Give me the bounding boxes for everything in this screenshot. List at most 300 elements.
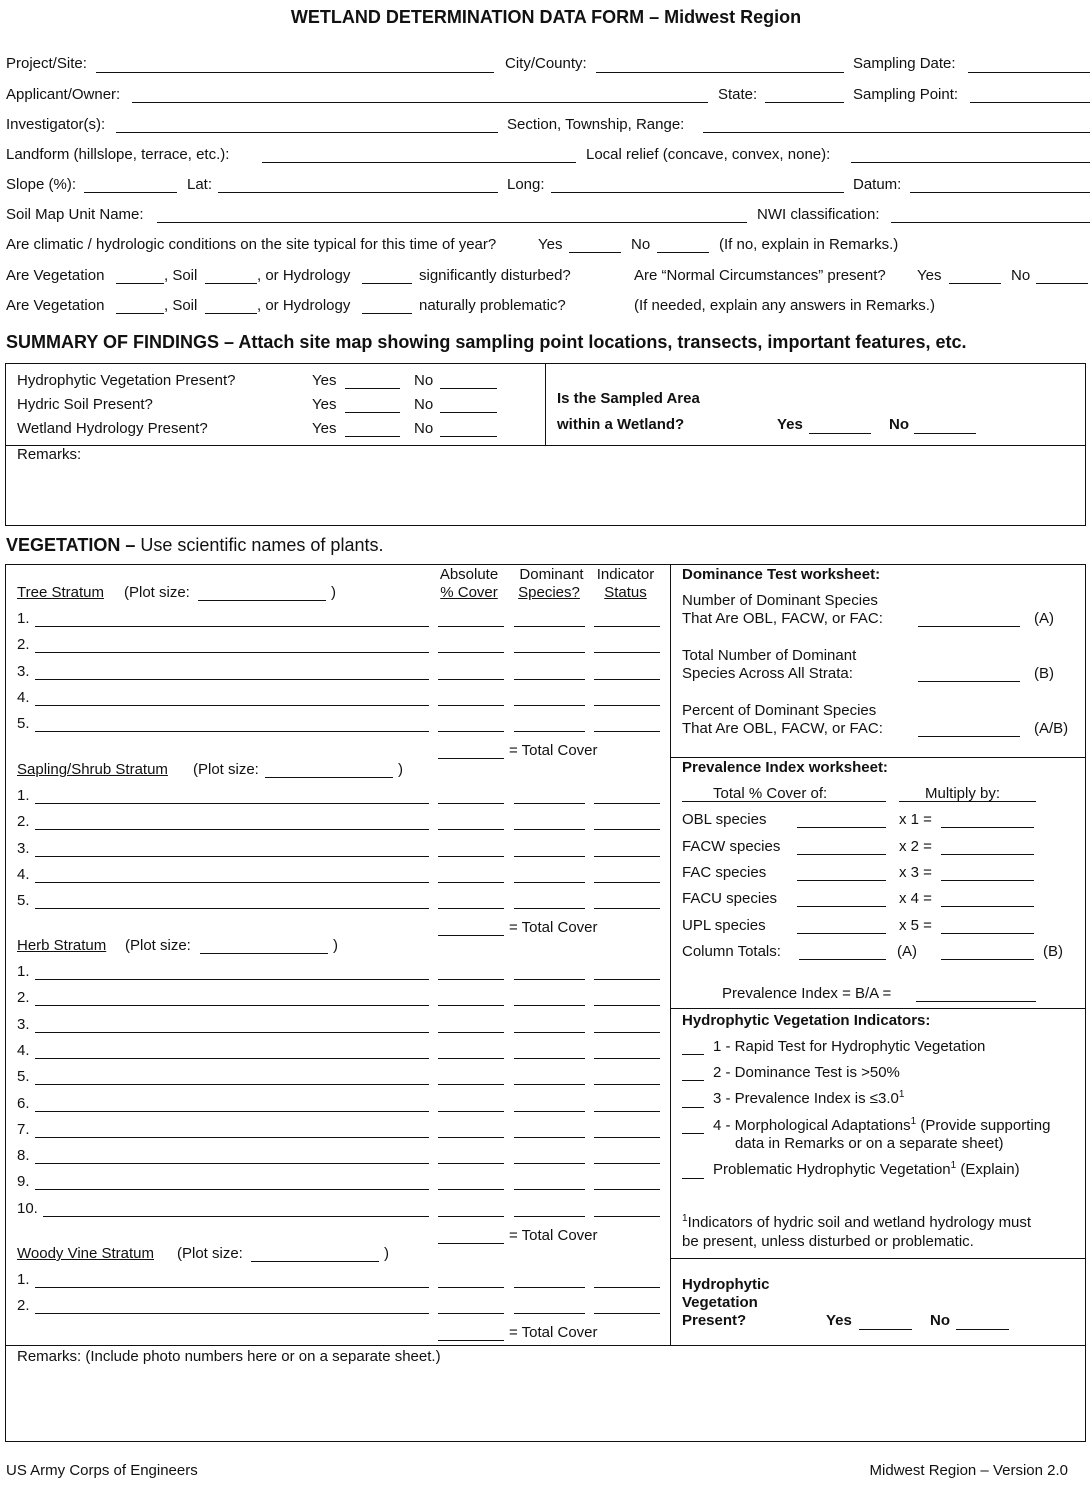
herb-dominant-field[interactable] — [514, 1058, 585, 1059]
indicator-4-label-line2: data in Remarks or on a separate sheet) — [735, 1135, 1004, 1152]
normal-yes-field[interactable] — [949, 283, 1001, 284]
summary-hydrology-label: Wetland Hydrology Present? — [17, 420, 208, 437]
sapling-row-number: 4. — [17, 866, 30, 883]
dominance-ab-label: (A/B) — [1034, 720, 1069, 737]
sapling-dominant-field[interactable] — [514, 803, 585, 804]
vine-total-cover-field[interactable] — [438, 1340, 504, 1341]
tree-indicator-status-field[interactable] — [594, 679, 660, 680]
sapling-dominant-field[interactable] — [514, 856, 585, 857]
problematic-hydrology-label: , or Hydrology — [257, 297, 351, 314]
footer-left: US Army Corps of Engineers — [6, 1462, 198, 1479]
herb-dominant-field[interactable] — [514, 1137, 585, 1138]
indicator-5-checkbox[interactable] — [682, 1178, 704, 1179]
sapling-indicator-status-field[interactable] — [594, 908, 660, 909]
herb-total-cover-field[interactable] — [438, 1243, 504, 1244]
city-county-label: City/County: — [505, 55, 587, 72]
sapling-indicator-status-field[interactable] — [594, 882, 660, 883]
section-township-range-field[interactable] — [703, 132, 1090, 133]
dominance-a-line2: That Are OBL, FACW, or FAC: — [682, 610, 883, 627]
prevalence-fac-cover-field[interactable] — [797, 880, 886, 881]
tree-dominant-field[interactable] — [514, 705, 585, 706]
prevalence-fac-mult: x 3 = — [899, 864, 932, 881]
disturbed-hydrology-label: , or Hydrology — [257, 267, 351, 284]
summary-soil-yes: Yes — [312, 396, 337, 413]
tree-species-field[interactable] — [35, 679, 429, 680]
summary-veg-label: Hydrophytic Vegetation Present? — [17, 372, 236, 389]
herb-dominant-field[interactable] — [514, 1163, 585, 1164]
vine-dominant-field[interactable] — [514, 1287, 585, 1288]
indicator-4-label: 4 - Morphological Adaptations — [713, 1117, 911, 1134]
tree-indicator-status-field[interactable] — [594, 652, 660, 653]
prevalence-total-b-field[interactable] — [941, 959, 1034, 960]
problematic-vegetation-field[interactable] — [116, 313, 164, 314]
tree-row-number: 3. — [17, 663, 30, 680]
indicator-5-label: Problematic Hydrophytic Vegetation — [713, 1161, 951, 1178]
local-relief-field[interactable] — [851, 162, 1090, 163]
vegetation-column-divider — [670, 564, 671, 1345]
form-title: WETLAND DETERMINATION DATA FORM – Midwest Region — [290, 7, 802, 27]
project-site-label: Project/Site: — [6, 55, 87, 72]
sapling-absolute-cover-field[interactable] — [438, 856, 504, 857]
climatic-no-field[interactable] — [657, 252, 709, 253]
tree-total-cover-label: = Total Cover — [509, 742, 598, 759]
sampling-date-field[interactable] — [968, 72, 1090, 73]
vine-row-number: 2. — [17, 1297, 30, 1314]
indicator-2-checkbox[interactable] — [682, 1080, 704, 1081]
prevalence-fac-result-field[interactable] — [941, 880, 1034, 881]
herb-row-number: 8. — [17, 1147, 30, 1164]
prevalence-facw-cover-field[interactable] — [797, 854, 886, 855]
hv-present-line1: Hydrophytic — [682, 1276, 770, 1293]
normal-no-field[interactable] — [1036, 283, 1088, 284]
normal-yes-label: Yes — [917, 267, 942, 284]
tree-absolute-cover-field[interactable] — [438, 652, 504, 653]
landform-label: Landform (hillslope, terrace, etc.): — [6, 146, 230, 163]
herb-absolute-cover-field[interactable] — [438, 1058, 504, 1059]
dominance-b-line1: Total Number of Dominant — [682, 647, 857, 664]
if-needed-note: (If needed, explain any answers in Remarks.) — [634, 297, 935, 314]
datum-label: Datum: — [853, 176, 902, 193]
herb-indicator-status-field[interactable] — [594, 1084, 660, 1085]
sampling-point-field[interactable] — [970, 102, 1090, 103]
sapling-dominant-field[interactable] — [514, 908, 585, 909]
disturbed-soil-field[interactable] — [205, 283, 257, 284]
herb-indicator-status-field[interactable] — [594, 1111, 660, 1112]
prevalence-index-label: Prevalence Index = B/A = — [722, 985, 892, 1002]
tree-stratum-name: Tree Stratum — [17, 584, 104, 601]
tree-absolute-cover-field[interactable] — [438, 679, 504, 680]
applicant-owner-field[interactable] — [132, 102, 708, 103]
herb-row-number: 10. — [17, 1200, 38, 1217]
herb-absolute-cover-field[interactable] — [438, 1216, 504, 1217]
sapling-row-number: 5. — [17, 892, 30, 909]
vine-row-number: 1. — [17, 1271, 30, 1288]
prevalence-facu-cover-field[interactable] — [797, 906, 886, 907]
tree-plot-size-close: ) — [331, 584, 336, 601]
herb-absolute-cover-field[interactable] — [438, 1005, 504, 1006]
herb-plot-size-label: (Plot size: — [125, 937, 191, 954]
prevalence-total-b-label: (B) — [1043, 943, 1063, 960]
prevalence-upl-result-field[interactable] — [941, 933, 1034, 934]
investigators-label: Investigator(s): — [6, 116, 106, 133]
vine-stratum-name: Woody Vine Stratum — [17, 1245, 155, 1262]
prevalence-multiply-by: Multiply by: — [925, 785, 1001, 802]
herb-stratum-name: Herb Stratum — [17, 937, 107, 954]
herb-plot-size-field[interactable] — [200, 953, 328, 954]
climatic-yes-label: Yes — [538, 236, 563, 253]
sapling-indicator-status-field[interactable] — [594, 829, 660, 830]
climatic-if-no: (If no, explain in Remarks.) — [719, 236, 899, 253]
dominance-ab-line1: Percent of Dominant Species — [682, 702, 877, 719]
problematic-hydrology-field[interactable] — [362, 313, 412, 314]
dominance-prevalence-divider — [670, 757, 1085, 758]
herb-absolute-cover-field[interactable] — [438, 1111, 504, 1112]
tree-row-number: 5. — [17, 715, 30, 732]
summary-remarks-divider — [5, 445, 1085, 446]
hv-present-line3: Present? — [682, 1312, 747, 1329]
sapling-indicator-status-field[interactable] — [594, 803, 660, 804]
col-absolute-line2: % Cover — [440, 584, 498, 601]
datum-field[interactable] — [910, 192, 1090, 193]
prevalence-facu-mult: x 4 = — [899, 890, 932, 907]
sapling-row-number: 2. — [17, 813, 30, 830]
tree-absolute-cover-field[interactable] — [438, 705, 504, 706]
col-indicator-line1: Indicator — [596, 566, 655, 583]
herb-dominant-field[interactable] — [514, 1005, 585, 1006]
dominance-a-field[interactable] — [918, 626, 1020, 627]
summary-hydrology-yes: Yes — [312, 420, 337, 437]
prevalence-heading: Prevalence Index worksheet: — [682, 759, 888, 776]
vegetation-heading — [6, 536, 383, 554]
prevalence-upl-label: UPL species — [682, 917, 766, 934]
indicators-footnote-line2: be present, unless disturbed or problematic. — [682, 1233, 974, 1250]
sapling-stratum-name: Sapling/Shrub Stratum — [17, 761, 168, 778]
indicators-footnote-line1: Indicators of hydric soil and wetland hydrology must — [687, 1214, 1032, 1231]
prevalence-total-cover-of: Total % Cover of: — [713, 785, 828, 802]
vine-species-field[interactable] — [35, 1313, 429, 1314]
herb-species-field[interactable] — [35, 979, 429, 980]
hv-present-yes: Yes — [826, 1312, 852, 1329]
disturbed-soil-label: , Soil — [164, 267, 198, 284]
herb-species-field[interactable] — [35, 1189, 429, 1190]
slope-label: Slope (%): — [6, 176, 77, 193]
indicators-present-divider — [670, 1258, 1085, 1259]
herb-absolute-cover-field[interactable] — [438, 1189, 504, 1190]
prevalence-obl-cover-field[interactable] — [797, 827, 886, 828]
hv-present-line2: Vegetation — [682, 1294, 758, 1311]
indicator-4-checkbox[interactable] — [682, 1133, 704, 1134]
summary-heading: SUMMARY OF FINDINGS – Attach site map showing sampling point locations, transects, important features, etc. — [6, 332, 967, 352]
prevalence-obl-label: OBL species — [682, 811, 767, 828]
indicator-1-label: 1 - Rapid Test for Hydrophytic Vegetation — [713, 1038, 986, 1055]
prevalence-obl-result-field[interactable] — [941, 827, 1034, 828]
herb-row-number: 9. — [17, 1173, 30, 1190]
summary-soil-yes-field[interactable] — [345, 412, 400, 413]
vine-total-cover-label: = Total Cover — [509, 1324, 598, 1341]
indicator-3-checkbox[interactable] — [682, 1107, 704, 1108]
sig-disturbed-label: significantly disturbed? — [419, 267, 571, 284]
prevalence-column-totals-label: Column Totals: — [682, 943, 781, 960]
dominance-a-line1: Number of Dominant Species — [682, 592, 878, 609]
disturbed-vegetation-label: Are Vegetation — [6, 267, 105, 284]
herb-indicator-status-field[interactable] — [594, 1189, 660, 1190]
sampling-date-label: Sampling Date: — [853, 55, 956, 72]
vegetation-heading-rest: Use scientific names of plants. — [135, 535, 384, 555]
summary-divider — [545, 363, 546, 445]
prevalence-indicators-divider — [670, 1008, 1085, 1009]
state-label: State: — [718, 86, 758, 103]
dominance-heading: Dominance Test worksheet: — [682, 566, 881, 583]
vine-dominant-field[interactable] — [514, 1313, 585, 1314]
herb-dominant-field[interactable] — [514, 979, 585, 980]
soil-map-unit-field[interactable] — [157, 222, 747, 223]
sapling-indicator-status-field[interactable] — [594, 856, 660, 857]
summary-hydrology-no-field[interactable] — [440, 436, 497, 437]
indicator-4-wrap — [713, 1117, 1050, 1135]
hv-present-no-field[interactable] — [956, 1329, 1009, 1330]
city-county-field[interactable] — [596, 72, 844, 73]
vegetation-remarks-label: Remarks: (Include photo numbers here or on a separate sheet.) — [17, 1348, 441, 1365]
herb-dominant-field[interactable] — [514, 1032, 585, 1033]
disturbed-hydrology-field[interactable] — [362, 283, 412, 284]
indicator-3-label: 3 - Prevalence Index is ≤3.0 — [713, 1090, 899, 1107]
herb-dominant-field[interactable] — [514, 1084, 585, 1085]
herb-plot-size-close: ) — [333, 937, 338, 954]
slope-field[interactable] — [84, 192, 177, 193]
sapling-total-cover-field[interactable] — [438, 935, 504, 936]
indicator-4-label-cont: (Provide supporting — [916, 1117, 1051, 1134]
sapling-species-field[interactable] — [35, 882, 429, 883]
summary-soil-no: No — [414, 396, 434, 413]
vine-indicator-status-field[interactable] — [594, 1287, 660, 1288]
tree-total-cover-field[interactable] — [438, 758, 504, 759]
vine-absolute-cover-field[interactable] — [438, 1313, 504, 1314]
climatic-no-label: No — [631, 236, 651, 253]
tree-species-field[interactable] — [35, 705, 429, 706]
herb-species-field[interactable] — [35, 1005, 429, 1006]
tree-species-field[interactable] — [35, 626, 429, 627]
sapling-species-field[interactable] — [35, 803, 429, 804]
herb-indicator-status-field[interactable] — [594, 1137, 660, 1138]
dominance-ab-field[interactable] — [918, 736, 1020, 737]
herb-absolute-cover-field[interactable] — [438, 979, 504, 980]
herb-indicator-status-field[interactable] — [594, 1216, 660, 1217]
sampled-area-no-field[interactable] — [914, 433, 976, 434]
herb-indicator-status-field[interactable] — [594, 1005, 660, 1006]
herb-row-number: 3. — [17, 1016, 30, 1033]
sapling-plot-size-label: (Plot size: — [193, 761, 259, 778]
herb-row-number: 1. — [17, 963, 30, 980]
sapling-species-field[interactable] — [35, 829, 429, 830]
state-field[interactable] — [765, 102, 844, 103]
climatic-yes-field[interactable] — [569, 252, 621, 253]
prevalence-upl-mult: x 5 = — [899, 917, 932, 934]
herb-species-field[interactable] — [43, 1216, 429, 1217]
summary-veg-yes-field[interactable] — [345, 388, 400, 389]
prevalence-facu-result-field[interactable] — [941, 906, 1034, 907]
indicator-3-footnote-ref: 1 — [898, 1089, 905, 1100]
problematic-soil-field[interactable] — [205, 313, 257, 314]
herb-absolute-cover-field[interactable] — [438, 1084, 504, 1085]
tree-species-field[interactable] — [35, 731, 429, 732]
tree-row-number: 2. — [17, 636, 30, 653]
long-field[interactable] — [551, 192, 844, 193]
sapling-species-field[interactable] — [35, 908, 429, 909]
sampled-area-yes: Yes — [777, 416, 803, 433]
hv-present-yes-field[interactable] — [859, 1329, 912, 1330]
herb-row-number: 2. — [17, 989, 30, 1006]
tree-absolute-cover-field[interactable] — [438, 626, 504, 627]
herb-species-field[interactable] — [35, 1111, 429, 1112]
nat-problematic-label: naturally problematic? — [419, 297, 566, 314]
herb-indicator-status-field[interactable] — [594, 1032, 660, 1033]
summary-hydrology-no: No — [414, 420, 434, 437]
vine-absolute-cover-field[interactable] — [438, 1287, 504, 1288]
tree-plot-size-field[interactable] — [198, 600, 326, 601]
indicators-footnote-line1-wrap — [682, 1214, 1031, 1232]
herb-absolute-cover-field[interactable] — [438, 1163, 504, 1164]
col-absolute-line1: Absolute — [439, 566, 499, 583]
lat-label: Lat: — [187, 176, 213, 193]
vegetation-remarks-divider — [5, 1345, 1085, 1346]
tree-dominant-field[interactable] — [514, 731, 585, 732]
prevalence-facw-mult: x 2 = — [899, 838, 932, 855]
herb-dominant-field[interactable] — [514, 1189, 585, 1190]
vine-plot-size-label: (Plot size: — [177, 1245, 243, 1262]
prevalence-facu-label: FACU species — [682, 890, 778, 907]
normal-circumstances-label: Are “Normal Circumstances” present? — [634, 267, 886, 284]
prevalence-total-a-field[interactable] — [799, 959, 886, 960]
herb-species-field[interactable] — [35, 1137, 429, 1138]
herb-absolute-cover-field[interactable] — [438, 1137, 504, 1138]
sapling-absolute-cover-field[interactable] — [438, 882, 504, 883]
prevalence-facw-label: FACW species — [682, 838, 781, 855]
summary-remarks-label: Remarks: — [17, 446, 82, 463]
herb-species-field[interactable] — [35, 1084, 429, 1085]
footer-right: Midwest Region – Version 2.0 — [869, 1462, 1068, 1479]
dominance-b-field[interactable] — [918, 681, 1020, 682]
sapling-plot-size-close: ) — [398, 761, 403, 778]
summary-soil-no-field[interactable] — [440, 412, 497, 413]
tree-species-field[interactable] — [35, 652, 429, 653]
tree-dominant-field[interactable] — [514, 652, 585, 653]
tree-indicator-status-field[interactable] — [594, 731, 660, 732]
vine-plot-size-field[interactable] — [251, 1261, 379, 1262]
sampling-point-label: Sampling Point: — [853, 86, 959, 103]
indicators-footnote-mark: 1 — [682, 1213, 688, 1224]
indicator-4-footnote-ref: 1 — [910, 1116, 917, 1127]
tree-indicator-status-field[interactable] — [594, 705, 660, 706]
sapling-dominant-field[interactable] — [514, 829, 585, 830]
investigators-field[interactable] — [116, 132, 498, 133]
herb-dominant-field[interactable] — [514, 1111, 585, 1112]
prevalence-upl-cover-field[interactable] — [797, 933, 886, 934]
vegetation-heading-bold: VEGETATION – — [6, 535, 136, 555]
indicator-3-wrap — [713, 1090, 904, 1108]
indicator-5-wrap — [713, 1161, 1020, 1179]
section-township-range-label: Section, Township, Range: — [507, 116, 685, 133]
herb-indicator-status-field[interactable] — [594, 979, 660, 980]
sapling-total-cover-label: = Total Cover — [509, 919, 598, 936]
dominance-b-label: (B) — [1034, 665, 1054, 682]
dominance-ab-line2: That Are OBL, FACW, or FAC: — [682, 720, 883, 737]
sapling-dominant-field[interactable] — [514, 882, 585, 883]
tree-dominant-field[interactable] — [514, 679, 585, 680]
summary-veg-no-field[interactable] — [440, 388, 497, 389]
sapling-absolute-cover-field[interactable] — [438, 908, 504, 909]
vine-plot-size-close: ) — [384, 1245, 389, 1262]
prevalence-total-a-label: (A) — [897, 943, 917, 960]
sapling-absolute-cover-field[interactable] — [438, 829, 504, 830]
dominance-b-line2: Species Across All Strata: — [682, 665, 853, 682]
nwi-label: NWI classification: — [757, 206, 880, 223]
herb-row-number: 5. — [17, 1068, 30, 1085]
vegetation-box — [5, 564, 1086, 1442]
prevalence-index-field[interactable] — [916, 1001, 1036, 1002]
sapling-row-number: 1. — [17, 787, 30, 804]
problematic-soil-label: , Soil — [164, 297, 198, 314]
climatic-question: Are climatic / hydrologic conditions on the site typical for this time of year? — [6, 236, 497, 253]
herb-species-field[interactable] — [35, 1163, 429, 1164]
summary-soil-label: Hydric Soil Present? — [17, 396, 153, 413]
prevalence-fac-label: FAC species — [682, 864, 767, 881]
dominance-a-label: (A) — [1034, 610, 1054, 627]
sampled-area-no: No — [889, 416, 909, 433]
vine-species-field[interactable] — [35, 1287, 429, 1288]
sampled-area-yes-field[interactable] — [809, 433, 871, 434]
herb-indicator-status-field[interactable] — [594, 1163, 660, 1164]
project-site-field[interactable] — [96, 72, 494, 73]
landform-field[interactable] — [262, 162, 576, 163]
soil-map-unit-label: Soil Map Unit Name: — [6, 206, 144, 223]
disturbed-vegetation-field[interactable] — [116, 283, 164, 284]
tree-absolute-cover-field[interactable] — [438, 731, 504, 732]
hv-present-no: No — [930, 1312, 950, 1329]
nwi-field[interactable] — [891, 222, 1090, 223]
herb-row-number: 4. — [17, 1042, 30, 1059]
indicator-5-label-cont: (Explain) — [956, 1161, 1020, 1178]
indicator-1-checkbox[interactable] — [682, 1054, 704, 1055]
col-indicator-line2: Status — [604, 584, 647, 601]
summary-veg-no: No — [414, 372, 434, 389]
sapling-plot-size-field[interactable] — [265, 777, 393, 778]
normal-no-label: No — [1011, 267, 1031, 284]
applicant-owner-label: Applicant/Owner: — [6, 86, 121, 103]
herb-species-field[interactable] — [35, 1032, 429, 1033]
col-dominant-line1: Dominant — [519, 566, 584, 583]
tree-dominant-field[interactable] — [514, 626, 585, 627]
tree-indicator-status-field[interactable] — [594, 626, 660, 627]
problematic-vegetation-label: Are Vegetation — [6, 297, 105, 314]
sapling-species-field[interactable] — [35, 856, 429, 857]
herb-absolute-cover-field[interactable] — [438, 1032, 504, 1033]
tree-row-number: 1. — [17, 610, 30, 627]
lat-field[interactable] — [218, 192, 498, 193]
sampled-area-line2: within a Wetland? — [557, 416, 685, 433]
col-dominant-line2: Species? — [518, 584, 580, 601]
indicator-5-footnote-ref: 1 — [950, 1160, 957, 1171]
summary-hydrology-yes-field[interactable] — [345, 436, 400, 437]
local-relief-label: Local relief (concave, convex, none): — [586, 146, 831, 163]
tree-plot-size-label: (Plot size: — [124, 584, 190, 601]
long-label: Long: — [507, 176, 545, 193]
sapling-absolute-cover-field[interactable] — [438, 803, 504, 804]
prevalence-facw-result-field[interactable] — [941, 854, 1034, 855]
vine-indicator-status-field[interactable] — [594, 1313, 660, 1314]
herb-indicator-status-field[interactable] — [594, 1058, 660, 1059]
herb-dominant-field[interactable] — [514, 1216, 585, 1217]
herb-species-field[interactable] — [35, 1058, 429, 1059]
